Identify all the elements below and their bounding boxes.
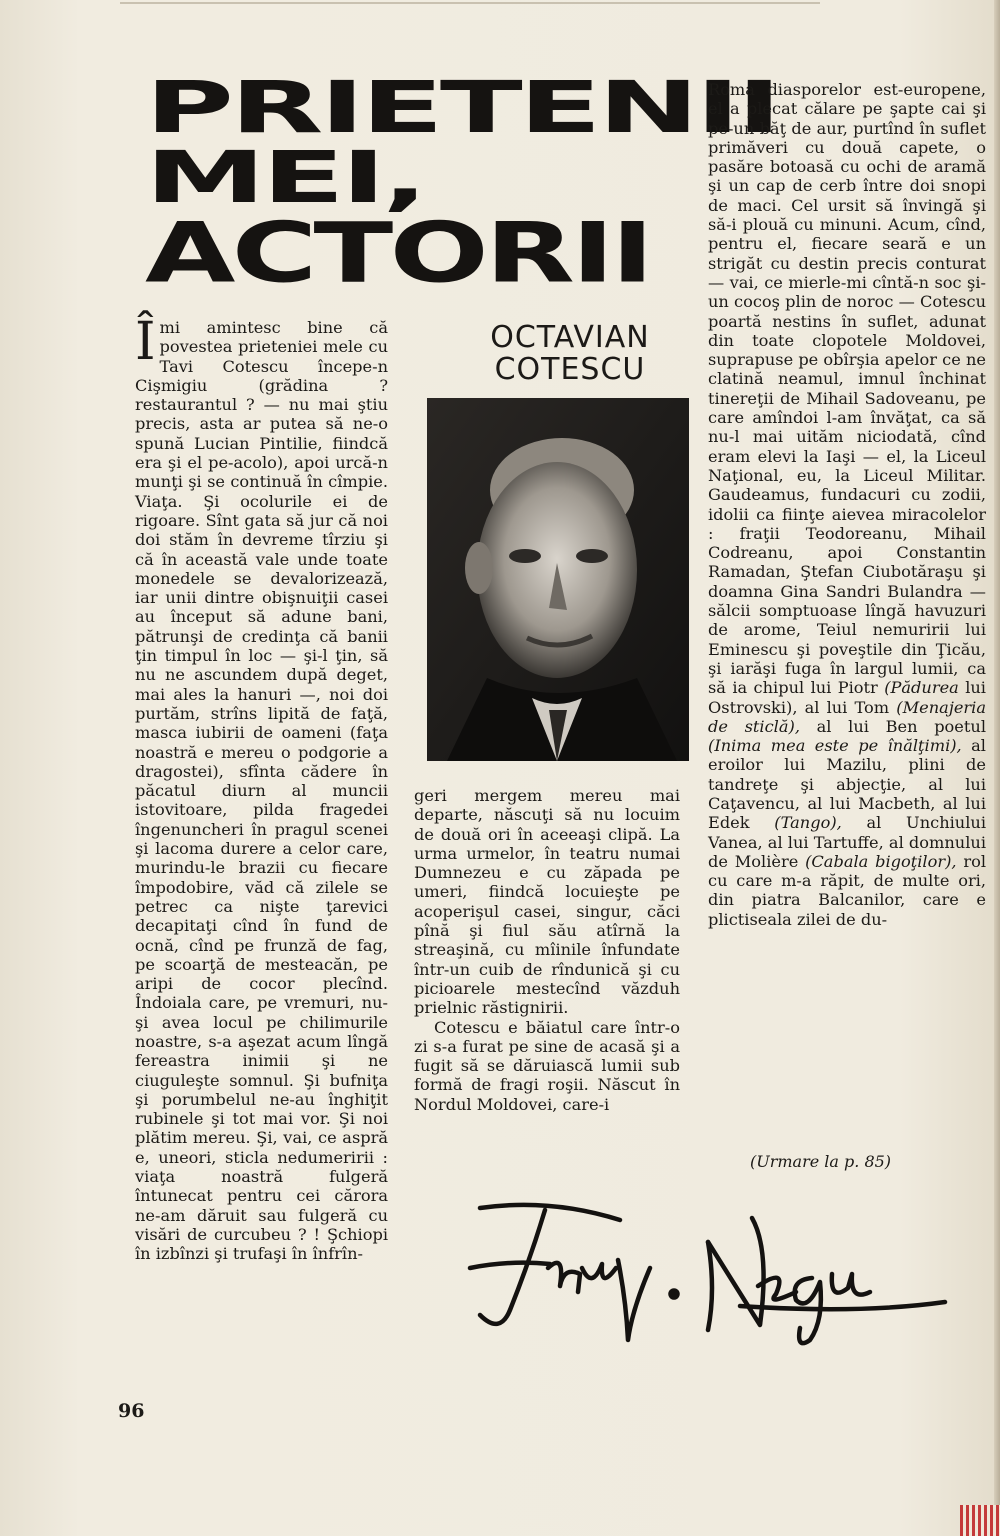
- column-1-text: mi amintesc bine că povestea prieteniei mele cu Tavi Cotescu începe-n Cişmigiu (grădina ? restaurantul ? — nu mai ştiu precis, asta ar putea să ne-o spună Lucian Pintilie, fiindcă era şi el pe-acolo), apoi urcă-n munţi şi se continuă în cîmpie. Viaţa. Şi ocolurile ei de rigoare. Sînt gata să jur că noi doi stăm în devreme tîrziu şi că în această vale unde toate monedele se devalorizează, iar unii dintre obişnuiţii casei au început să adune bani, pătrunşi de credinţa că banii ţin timpul în loc — şi-l ţin, să nu ne ascundem după deget, mai ales la hanuri —, noi doi purtăm, strîns lipită de faţă, masca iubirii de oameni (faţa noastră e mereu o podgorie a dragostei), sfînta cădere în păcatul diurn al muncii istovitoare, pilda fragedei îngenuncheri în pragul scenei şi lacoma durere a celor care, murindu-le brazii cu fiecare împodobire, văd că zilele se petrec ca nişte ţarevici decapitaţi cînd în fund de ocnă, cînd pe frunză de fag, pe scoarţă de mesteacăn, pe aripi de cocor plecînd. Îndoiala care, pe vremuri, nu-şi avea locul pe chilimurile noastre, s-a aşezat acum lîngă fereastra inimii şi ne ciuguleşte somnul. Şi bufniţa şi porumbelul ne-au înghiţit rubinele şi tot mai vor. Şi noi plătim mereu. Şi, vai, ce aspră e, uneori, sticla nedumeririi : viaţa noastră fulgeră întunecat pentru cei cărora ne-am dăruit sau fulgeră cu visări de curcubeu ? ! Şchiopi în izbînzi şi trufaşi în înfrîn-: [135, 318, 388, 1264]
- top-rule: [120, 2, 820, 4]
- subject-last-name: COTESCU: [494, 352, 646, 387]
- subject-name: [460, 322, 680, 386]
- article-column-2: [414, 786, 680, 1114]
- article-column-1: [135, 312, 388, 1264]
- italic-title-2: (Menajeria de sticlă),: [708, 697, 986, 736]
- italic-title-3: (Inima mea este pe înălţimi),: [708, 736, 962, 756]
- article-column-3: [708, 80, 986, 929]
- portrait-photo: [427, 398, 689, 761]
- headline-line-1: PRIETENII: [145, 65, 778, 150]
- column-3-text-d: al eroilor lui Mazilu, plini de tandreţe şi abjecţie, al lui Caţavencu, al lui Macbeth, al lui Edek: [708, 736, 986, 833]
- column-2-paragraph-2: Cotescu e băiatul care într-o zi s-a furat pe sine de acasă şi a fugit să se dăruiască lumii sub formă de fragi roşii. Născut în Nordul Moldovei, care-i: [414, 1017, 680, 1114]
- drop-cap: Î: [135, 312, 156, 372]
- column-3-text-e: al Unchiului Vanea, al lui Tartuffe, al domnului de Molière: [708, 813, 987, 871]
- column-3-text-a: Roma diasporelor est-europene, el a plecat călare pe şapte cai şi pe-un băţ de aur, purtînd în suflet primăveri cu două capete, o pasăre botoasă cu ochi de aramă şi un cap de cerb între doi snopi de maci. Cel ursit să învingă şi să-i plouă cu minuni. Acum, cînd, pentru el, fiecare seară e un strigăt cu destin precis conturat — vai, ce mierle-mi cîntă-n soc şi-un cocoş plin de noroc — Cotescu poartă nestins în suflet, adunat din toate clopotele Moldovei, suprapuse pe obîrşia apelor ce ne clatină neamul, imnul închinat tinereţii de Mihail Sadoveanu, pe care amîndoi l-am învăţat, ca să nu-l mai uităm niciodată, cînd eram elevi la Iaşi — el, la Liceul Naţional, eu, la Liceul Militar. Gaudeamus, fundacuri cu zodii, idolii ca fiinţe aievea miracolelor : fraţii Teodoreanu, Mihail Codreanu, apoi Constantin Ramadan, Ştefan Ciubotăraşu şi doamna Gina Sandri Bulandra — sălcii somptuoase lîngă havuzuri de arome, Teiul nemuririi lui Eminescu şi poveştile din Ţicău, şi iarăşi fuga în largul lumii, ca să ia chipul lui Piotr: [708, 80, 986, 698]
- headline-line-2: MEI,: [145, 135, 425, 220]
- page-number: 96: [118, 1400, 145, 1422]
- italic-title-5: (Cabala bigoţilor),: [805, 851, 957, 871]
- author-signature: [440, 1190, 960, 1350]
- column-3-text-f: rol cu care m-a răpit, de multe ori, din piatra Balcanilor, care e plictiseala zilei de du-: [708, 851, 986, 929]
- column-3-text-b: lui Ostrovski), al lui Tom: [708, 678, 986, 717]
- italic-title-4: (Tango),: [774, 813, 842, 833]
- page-edge-shadow: [994, 0, 1000, 1536]
- italic-title-1: (Pădurea: [884, 678, 959, 698]
- column-3-text-c: al lui Ben poetul: [799, 716, 986, 736]
- column-2-paragraph-1: geri mergem mereu mai departe, născuţi să nu locuim de două ori în aceeaşi clipă. La urma urmelor, în teatru numai Dumnezeu e cu zăpada pe umeri, fiindcă locuieşte pe acoperişul casei, singur, căci pînă şi fiul său atîrnă la streaşină, cu mîinile înfundate într-un cuib de rîndunică şi cu picioarele mestecînd văzduh prielnic răstignirii.: [414, 786, 680, 1018]
- portrait-image: [427, 398, 689, 761]
- continuation-note: (Urmare la p. 85): [750, 1152, 892, 1171]
- subject-first-name: OCTAVIAN: [490, 320, 650, 355]
- headline-line-3: ACTORII: [145, 204, 651, 302]
- decorative-corner-pattern: [960, 1505, 1000, 1536]
